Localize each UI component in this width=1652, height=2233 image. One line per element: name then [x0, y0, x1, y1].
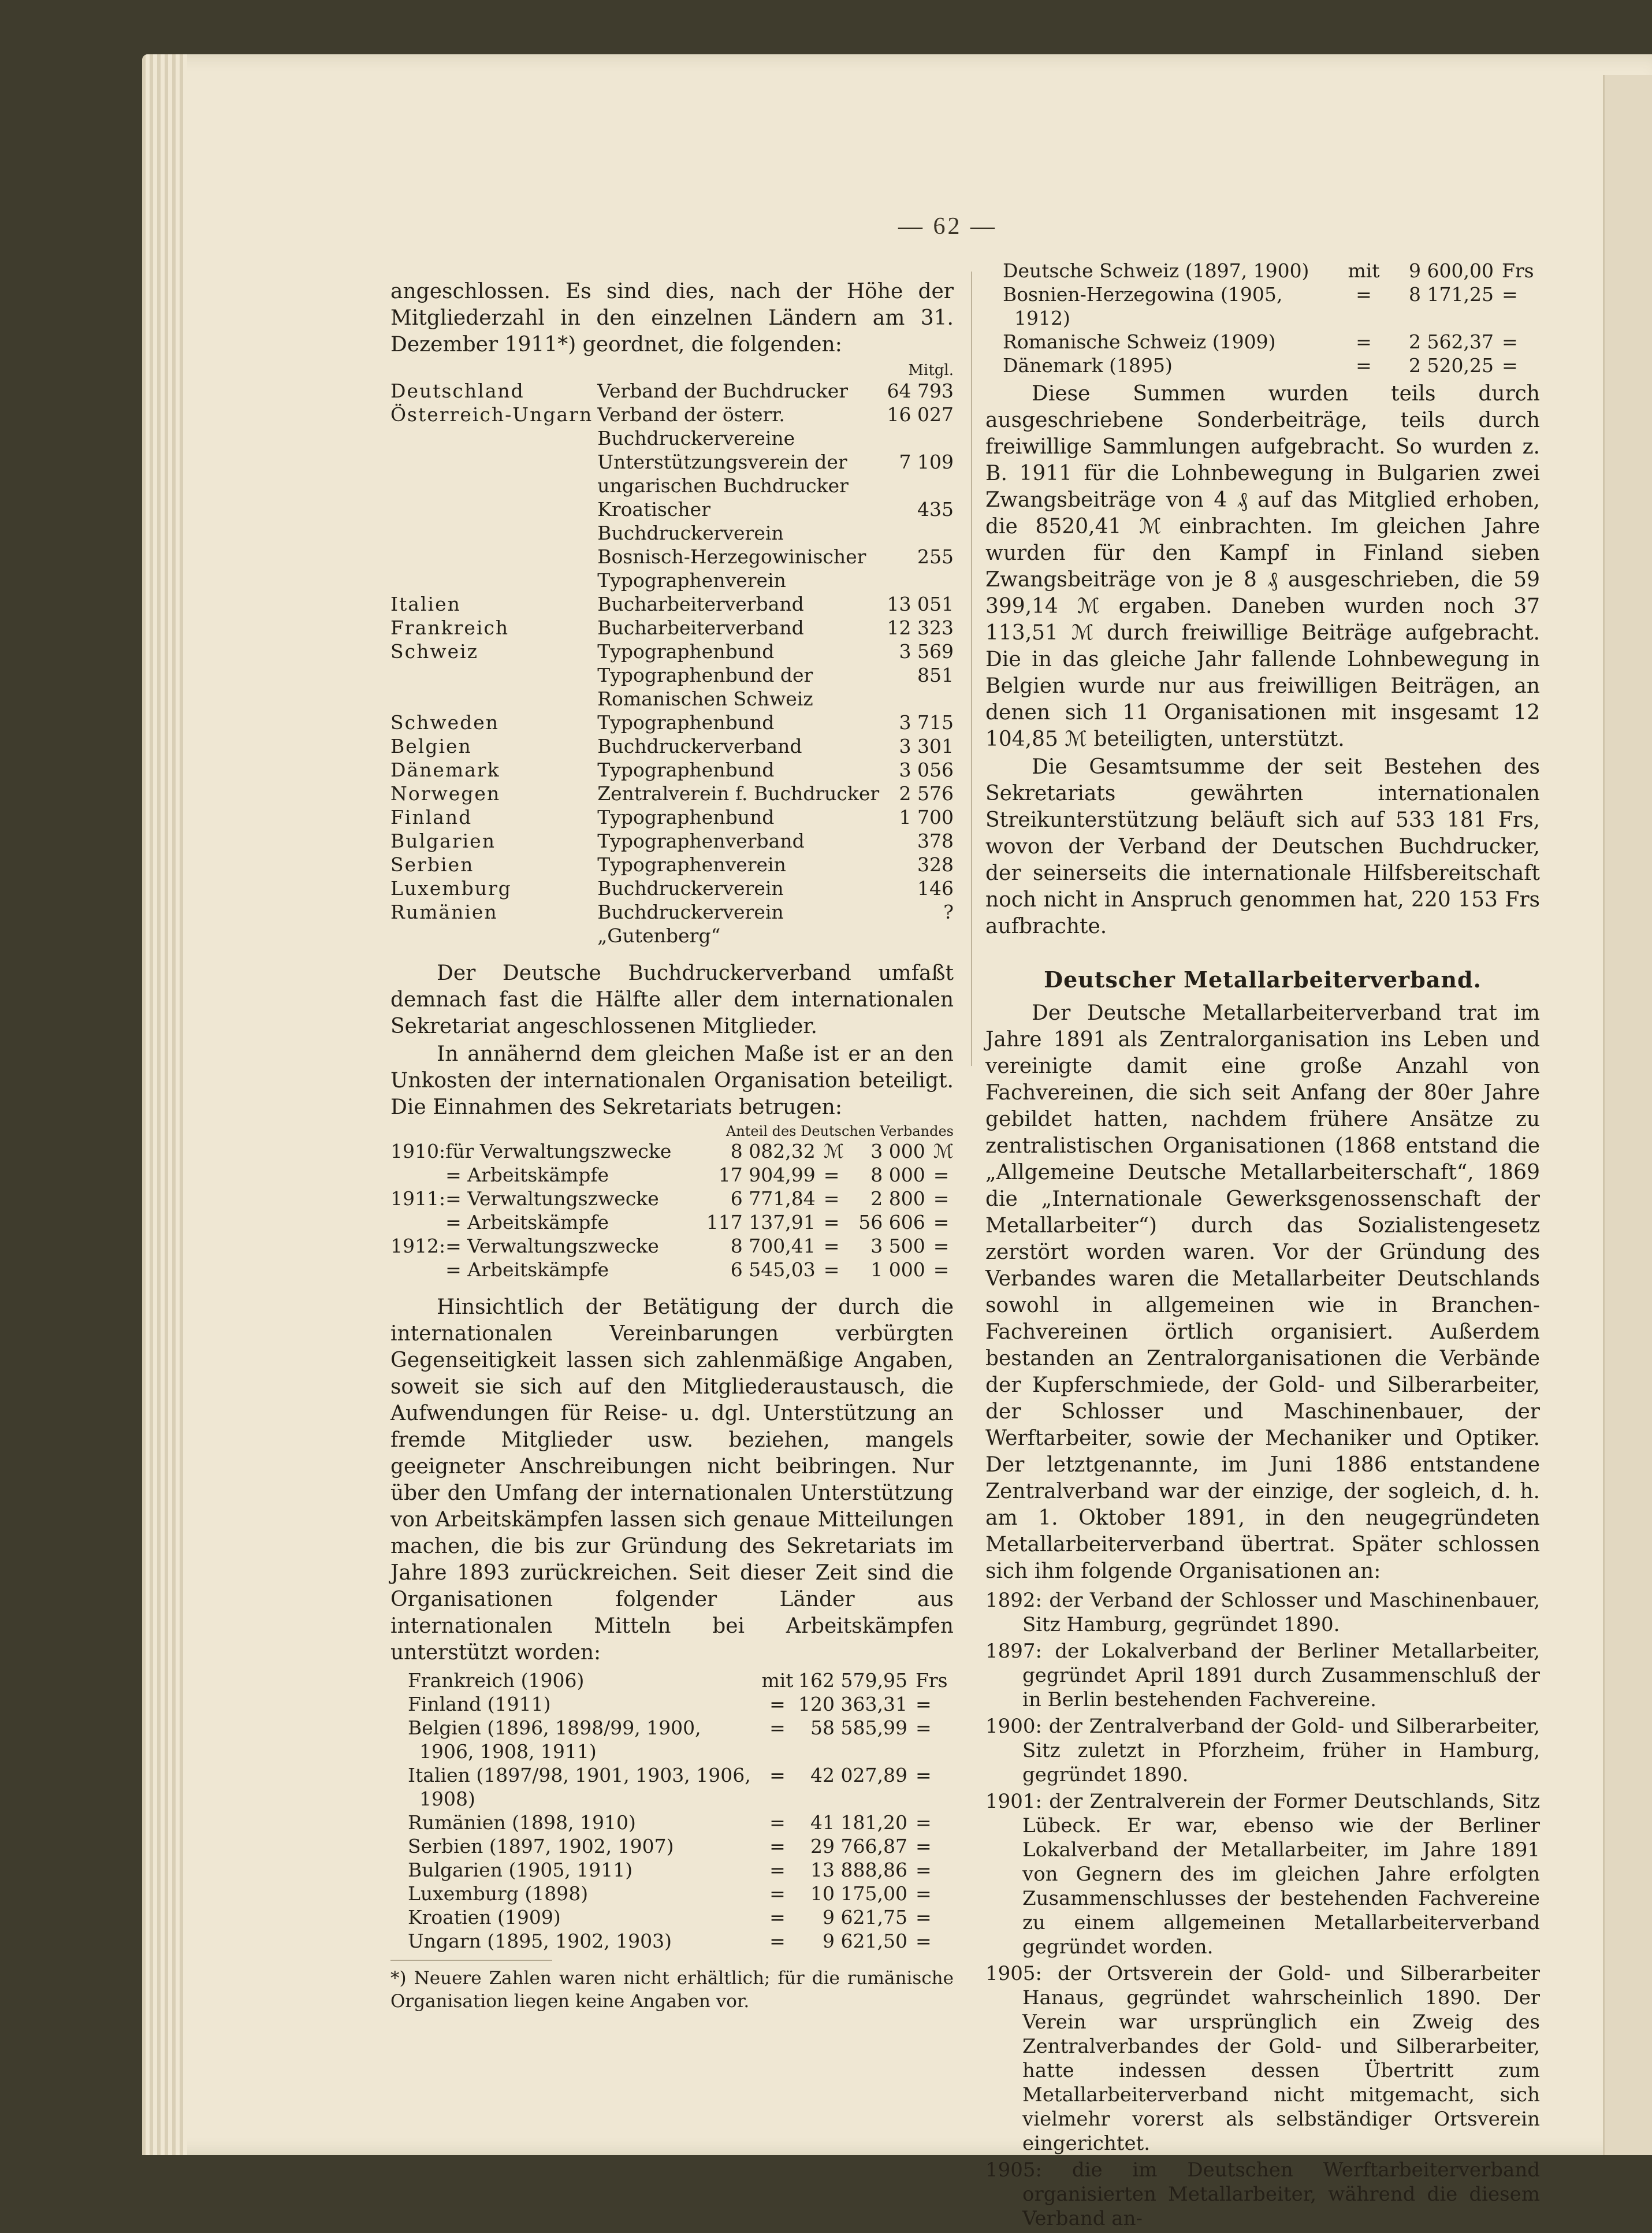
member-country: Serbien [390, 853, 474, 876]
paragraph-buchdrucker: Der Deutsche Buchdruckerverband umfaßt demnach fast die Hälfte aller dem internationalen Sekretariat angeschlossenen Mitglieder. [390, 961, 954, 1038]
member-org: Verband der Buchdrucker [597, 380, 849, 402]
list-item: 1897: der Lokalverband der Berliner Metallarbeiter, gegründet April 1891 durch Zusammenschluß der in Berlin bestehenden Fachvereine. [985, 1640, 1540, 1711]
support-unit: = [1502, 283, 1518, 306]
member-count: 378 [917, 830, 954, 852]
member-count: 64 793 [887, 380, 954, 402]
income-label: = Verwaltungszwecke [445, 1187, 659, 1210]
member-org: Typographenbund [597, 640, 775, 663]
support-amount: 8 171,25 [1409, 283, 1494, 306]
member-country: Dänemark [390, 759, 500, 781]
support-unit: Frs [916, 1669, 948, 1692]
table-row [390, 1692, 954, 1716]
member-country: Norwegen [390, 782, 501, 805]
table-row [985, 354, 1540, 377]
income-year: 1911: [390, 1187, 446, 1210]
income-share-currency: = [933, 1187, 950, 1210]
table-row [390, 1858, 954, 1882]
support-amount: 42 027,89 [810, 1764, 907, 1786]
member-country [390, 497, 593, 545]
page-number: — 62 — [898, 213, 997, 240]
income-label: für Verwaltungszwecke [445, 1140, 672, 1162]
support-country: Romanische Schweiz (1909) [1003, 330, 1276, 353]
income-total: 8 700,41 [730, 1235, 816, 1257]
table-row [390, 876, 954, 900]
support-country: Dänemark (1895) [1003, 354, 1173, 377]
member-country: Italien [390, 593, 461, 615]
member-org: Typographenbund [597, 711, 775, 734]
member-count: 3 301 [899, 735, 954, 757]
table-row [390, 640, 954, 663]
membership-table [390, 379, 954, 948]
member-count: 3 715 [899, 711, 954, 734]
support-amount: 2 562,37 [1409, 330, 1494, 353]
list-item: 1905: der Ortsverein der Gold- und Silberarbeiter Hanaus, gegründet wahrscheinlich 1890. Der Verein war ursprünglich ein Zweig des Zentralverbandes der Gold- und Silberarbeiter, hatte indessen dessen Übertritt zum Metallarbeiterverband nicht mitgemacht, sich vielmehr vorerst als selbständiger Ortsverein eingerichtet. [985, 1962, 1540, 2155]
member-country: Luxemburg [390, 877, 512, 900]
income-label: = Arbeitskämpfe [445, 1258, 609, 1281]
income-share: 3 500 [870, 1235, 925, 1257]
income-year [390, 1210, 445, 1234]
support-prefix: = [769, 1930, 786, 1952]
support-unit: = [916, 1859, 932, 1881]
support-country: Belgien (1896, 1898/99, 1900, 1906, 1908, 1911) [408, 1716, 701, 1763]
table-row [390, 1210, 954, 1234]
anteil-header: Anteil des Deutschen Verbandes [726, 1123, 954, 1139]
support-country: Kroatien (1909) [408, 1906, 561, 1929]
table-row [390, 1905, 954, 1929]
support-prefix: = [769, 1906, 786, 1929]
income-share-currency: = [933, 1258, 950, 1281]
member-country: Rumänien [390, 901, 498, 923]
member-count: 851 [917, 664, 954, 686]
support-amount: 120 363,31 [798, 1693, 907, 1715]
member-country: Belgien [390, 735, 472, 757]
income-total: 6 771,84 [730, 1187, 816, 1210]
support-amount: 58 585,99 [810, 1716, 907, 1739]
income-currency: = [823, 1211, 840, 1233]
support-prefix: = [769, 1716, 786, 1739]
footnote-rule [390, 1960, 552, 1961]
table-row [390, 1811, 954, 1834]
support-prefix: = [769, 1764, 786, 1786]
member-country [390, 545, 593, 592]
left-column [390, 278, 954, 2014]
income-label: = Verwaltungszwecke [445, 1235, 659, 1257]
table-row [390, 663, 954, 711]
support-country: Frankreich (1906) [408, 1669, 585, 1692]
table-row [390, 1187, 954, 1210]
income-currency: = [823, 1164, 840, 1186]
member-count: 12 323 [887, 616, 954, 639]
page-edge-stack [142, 54, 187, 2155]
member-count: 2 576 [899, 782, 954, 805]
member-org: Typographenbund [597, 806, 775, 828]
member-count: 3 569 [899, 640, 954, 663]
support-country: Deutsche Schweiz (1897, 1900) [1003, 259, 1309, 282]
income-total: 6 545,03 [730, 1258, 816, 1281]
support-prefix: = [1356, 330, 1372, 353]
support-amount: 9 621,50 [823, 1930, 907, 1952]
income-share: 2 800 [870, 1187, 925, 1210]
income-currency: ℳ [823, 1140, 844, 1162]
member-org: Typographenbund der Romanischen Schweiz [597, 664, 813, 710]
table-row [390, 1763, 954, 1811]
support-unit: = [1502, 354, 1518, 377]
support-country: Luxemburg (1898) [408, 1882, 589, 1905]
support-unit: = [916, 1882, 932, 1905]
member-country [390, 663, 593, 711]
income-currency: = [823, 1187, 840, 1210]
income-share-currency: = [933, 1235, 950, 1257]
member-count: ? [943, 901, 954, 923]
table-row [390, 711, 954, 734]
footnote: *) Neuere Zahlen waren nicht erhältlich; für die rumänische Organisation liegen keine Angaben vor. [390, 1968, 954, 2012]
support-amount: 2 520,25 [1409, 354, 1494, 377]
member-org: Typographenverein [597, 853, 786, 876]
member-country: Deutschland [390, 380, 524, 402]
table-row [985, 283, 1540, 330]
table-row [985, 259, 1540, 283]
table-row [390, 853, 954, 876]
member-org: Bucharbeiterverband [597, 593, 804, 615]
member-count: 7 109 [899, 451, 954, 473]
member-org: Bucharbeiterverband [597, 616, 804, 639]
member-country: Bulgarien [390, 830, 496, 852]
support-prefix: mit [1348, 259, 1380, 282]
table-row [390, 1669, 954, 1692]
income-label: = Arbeitskämpfe [445, 1164, 609, 1186]
table-row [390, 734, 954, 758]
support-unit: = [916, 1693, 932, 1715]
income-label: = Arbeitskämpfe [445, 1211, 609, 1233]
support-country: Serbien (1897, 1902, 1907) [408, 1835, 674, 1857]
member-org: Typographenbund [597, 759, 775, 781]
support-unit: = [916, 1835, 932, 1857]
support-prefix: = [769, 1882, 786, 1905]
paragraph-hinsichtlich: Hinsichtlich der Betätigung der durch die internationalen Vereinbarungen verbürgten Gegenseitigkeit lassen sich zahlenmäßige Angaben, soweit sie sich auf den Mitgliederaustausch, die Aufwendungen für Reise- u. dgl. Unterstützung an fremde Mitglieder usw. beziehen, mangels geeigneter Anschreibungen nicht beibringen. Nur über den Umfang der internationalen Unterstützung von Arbeitskämpfen lassen sich genaue Mitteilungen machen, die bis zur Gründung des Sekretariats im Jahre 1893 zurückreichen. Seit dieser Zeit sind die Organisationen folgender Länder aus internationalen Mitteln bei Arbeitskämpfen unterstützt worden: [390, 1295, 954, 1664]
member-org: Buchdruckerverband [597, 735, 802, 757]
income-total: 8 082,32 [730, 1140, 816, 1162]
member-count: 13 051 [887, 593, 954, 615]
member-org: Verband der österr. Buchdruckervereine [597, 403, 795, 449]
support-prefix: = [769, 1811, 786, 1834]
list-item: 1892: der Verband der Schlosser und Maschinenbauer, Sitz Hamburg, gegründet 1890. [985, 1589, 1540, 1636]
book-binding [1603, 75, 1652, 2155]
support-amount: 162 579,95 [798, 1669, 907, 1692]
table-row [390, 1234, 954, 1258]
support-country: Bosnien-Herzegowina (1905, 1912) [1003, 283, 1283, 329]
support-prefix: = [1356, 354, 1372, 377]
table-row [390, 497, 954, 545]
member-count: 435 [917, 498, 954, 521]
merger-list [985, 1588, 1540, 2231]
member-count: 1 700 [899, 806, 954, 828]
support-table-continued [985, 259, 1540, 377]
income-share-currency: = [933, 1164, 950, 1186]
support-country: Rumänien (1898, 1910) [408, 1811, 636, 1834]
member-count: 146 [917, 877, 954, 900]
support-unit: = [1502, 330, 1518, 353]
member-country: Schweden [390, 711, 500, 734]
table-row [390, 1258, 954, 1281]
income-year: 1912: [390, 1235, 446, 1257]
list-item: 1901: der Zentralverein der Former Deutschlands, Sitz Lübeck. Er war, ebenso wie der Berliner Lokalverband der Metallarbeiter, im Jahre 1891 von Gegnern des im gleichen Jahre erfolgten Zusammenschlusses der bestehenden Fachvereine zu einem allgemeinen Metallarbeiterverband gegründet worden. [985, 1790, 1540, 1959]
support-country: Ungarn (1895, 1902, 1903) [408, 1930, 672, 1952]
table-row [390, 1834, 954, 1858]
member-country: Schweiz [390, 640, 479, 663]
support-unit: = [916, 1716, 932, 1739]
support-unit: = [916, 1930, 932, 1952]
table-row [390, 1929, 954, 1953]
support-prefix: mit [761, 1669, 794, 1692]
intro-paragraph: angeschlossen. Es sind dies, nach der Höhe der Mitgliederzahl in den einzelnen Ländern am 31. Dezember 1911*) geordnet, die folgenden: [390, 280, 954, 356]
income-table [390, 1139, 954, 1281]
income-currency: = [823, 1235, 840, 1257]
mitglieder-header: Mitgl. [908, 362, 954, 379]
income-share-currency: = [933, 1211, 950, 1233]
member-org: Unterstützungsverein der ungarischen Buchdrucker [597, 451, 849, 497]
income-total: 117 137,91 [706, 1211, 816, 1233]
table-row [390, 545, 954, 592]
support-country: Italien (1897/98, 1901, 1903, 1906, 1908) [408, 1764, 751, 1810]
support-table [390, 1669, 954, 1953]
income-total: 17 904,99 [718, 1164, 816, 1186]
paragraph-gesamtsumme: Die Gesamtsumme der seit Bestehen des Sekretariats gewährten internationalen Streikunterstützung beläuft sich auf 533 181 Frs, wovon der Verband der Deutschen Buchdrucker, der seinerseits die internationale Hilfsbereitschaft noch nicht in Anspruch genommen hat, 220 153 Frs aufbrachte. [985, 755, 1540, 938]
support-amount: 29 766,87 [810, 1835, 907, 1857]
member-org: Kroatischer Buchdruckerverein [597, 498, 784, 544]
member-org: Buchdruckerverein „Gutenberg“ [597, 901, 784, 947]
support-amount: 13 888,86 [810, 1859, 907, 1881]
income-share-currency: ℳ [933, 1140, 954, 1162]
table-row [390, 758, 954, 782]
member-country: Finland [390, 806, 472, 828]
member-org: Buchdruckerverein [597, 877, 784, 900]
paragraph-summen: Diese Summen wurden teils durch ausgeschriebene Sonderbeiträge, teils durch freiwillige Sammlungen aufgebracht. So wurden z. B. 1911 für die Lohnbewegung in Bulgarien zwei Zwangsbeiträge von 4 ₰ auf das Mitglied erhoben, die 8520,41 ℳ einbrachten. Im gleichen Jahre wurden für den Kampf in Finland sieben Zwangsbeiträge von je 8 ₰ ausgeschrieben, die 59 399,14 ℳ ergaben. Daneben wurden noch 37 113,51 ℳ durch freiwillige Beiträge aufgebracht. Die in das gleiche Jahr fallende Lohnbewegung in Belgien wurde nur aus freiwilligen Beiträgen, an denen sich 11 Organisationen mit insgesamt 12 104,85 ℳ beteiligten, unterstützt. [985, 382, 1540, 751]
table-row [390, 379, 954, 403]
support-amount: 10 175,00 [810, 1882, 907, 1905]
table-row [390, 1716, 954, 1763]
table-row [390, 1882, 954, 1905]
list-item: 1900: der Zentralverband der Gold- und Silberarbeiter, Sitz zuletzt in Pforzheim, früher in Hamburg, gegründet 1890. [985, 1715, 1540, 1786]
support-prefix: = [769, 1693, 786, 1715]
section-heading: Deutscher Metallarbeiterverband. [1044, 967, 1482, 993]
support-amount: 9 600,00 [1409, 259, 1494, 282]
table-row [390, 616, 954, 640]
support-unit: Frs [1502, 259, 1534, 282]
support-amount: 41 181,20 [810, 1811, 907, 1834]
support-prefix: = [769, 1859, 786, 1881]
income-year: 1910: [390, 1140, 446, 1162]
income-share: 3 000 [870, 1140, 925, 1162]
income-year [390, 1163, 445, 1187]
support-unit: = [916, 1764, 932, 1786]
table-row [390, 592, 954, 616]
member-count: 255 [917, 545, 954, 568]
table-row [985, 330, 1540, 354]
support-amount: 9 621,75 [823, 1906, 907, 1929]
member-org: Typographenverband [597, 830, 805, 852]
member-org: Bosnisch-Herzegowinischer Typographenverein [597, 545, 866, 592]
paragraph-metallarbeiter: Der Deutsche Metallarbeiterverband trat im Jahre 1891 als Zentralorganisation ins Leben und vereinigte damit eine große Anzahl von Fachvereinen, die sich seit Anfang der 80er Jahre gebildet hatten, nachdem frühere Ansätze zu zentralistischen Organisationen (1868 entstand die „Allgemeine Deutsche Metallarbeiterschaft“, 1869 die „Internationale Gewerksgenossenschaft der Metallarbeiter“) durch das Sozialistengesetz zerstört worden waren. Vor der Gründung des Verbandes waren die Metallarbeiter Deutschlands sowohl in allgemeinen wie in Branchen-Fachvereinen örtlich organisiert. Außerdem bestanden an Zentralorganisationen die Verbände der Kupferschmiede, der Gold- und Silberarbeiter, der Schlosser und Maschinenbauer, der Werftarbeiter, sowie der Mechaniker und Optiker. Der letztgenannte, im Juni 1886 entstandene Zentralverband war der einzige, der sogleich, d. h. am 1. Oktober 1891, in den neugegründeten Metallarbeiterverband übertrat. Später schlossen sich ihm folgende Organisationen an: [985, 1001, 1540, 1583]
table-row [390, 450, 954, 497]
member-count: 16 027 [887, 403, 954, 426]
income-share: 56 606 [858, 1211, 925, 1233]
table-row [390, 1163, 954, 1187]
support-country: Bulgarien (1905, 1911) [408, 1859, 633, 1881]
support-unit: = [916, 1906, 932, 1929]
column-divider [971, 272, 972, 1066]
table-row [390, 782, 954, 805]
member-count: 328 [917, 853, 954, 876]
list-item: 1905: die im Deutschen Werftarbeiterverband organisierten Metallarbeiter, während die diesem Verband an- [985, 2158, 1540, 2230]
income-share: 8 000 [870, 1164, 925, 1186]
table-row [390, 829, 954, 853]
paragraph-einnahmen: In annähernd dem gleichen Maße ist er an den Unkosten der internationalen Organisation beteiligt. Die Einnahmen des Sekretariats betrugen: [390, 1042, 954, 1119]
table-row [390, 900, 954, 948]
income-currency: = [823, 1258, 840, 1281]
support-country: Finland (1911) [408, 1693, 551, 1715]
support-prefix: = [769, 1835, 786, 1857]
support-prefix: = [1356, 283, 1372, 306]
table-row [390, 403, 954, 450]
member-country: Österreich-Ungarn [390, 403, 593, 426]
income-share: 1 000 [870, 1258, 925, 1281]
table-row [390, 805, 954, 829]
income-year [390, 1258, 445, 1281]
member-country: Frankreich [390, 616, 509, 639]
right-column [985, 259, 1540, 2233]
member-org: Zentralverein f. Buchdrucker [597, 782, 880, 805]
member-country [390, 450, 593, 497]
table-row [390, 1139, 954, 1163]
member-count: 3 056 [899, 759, 954, 781]
support-unit: = [916, 1811, 932, 1834]
